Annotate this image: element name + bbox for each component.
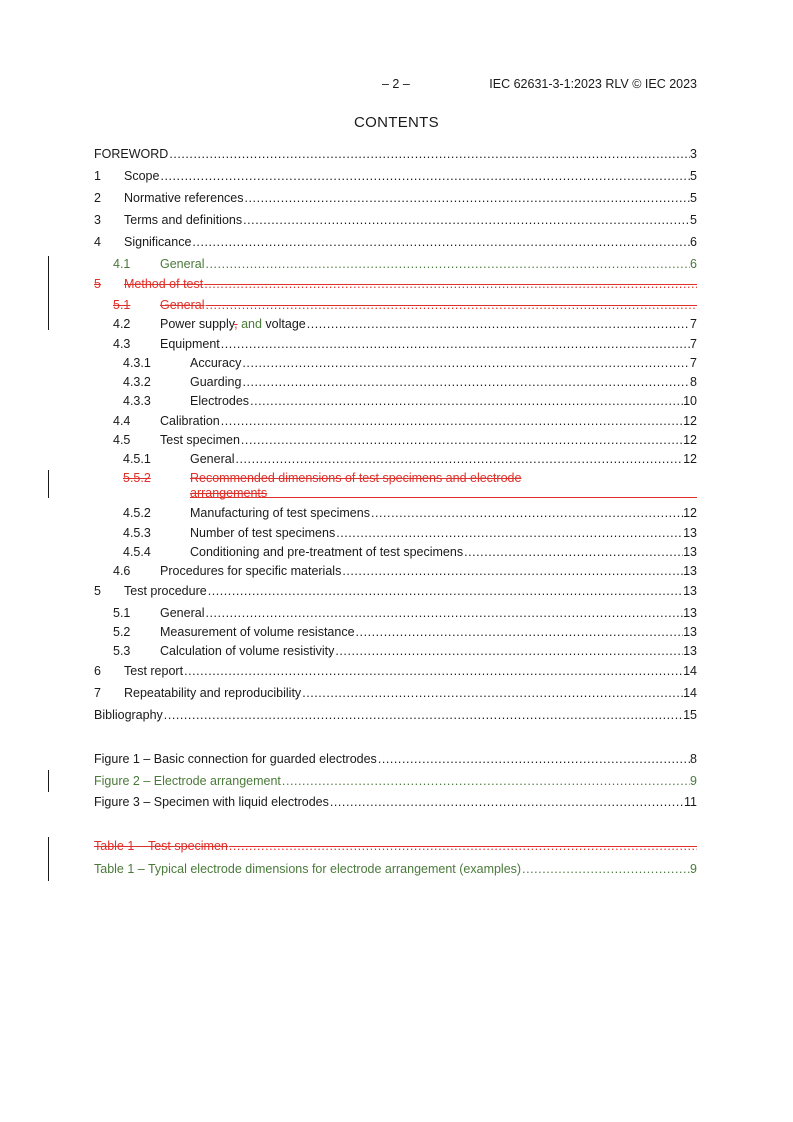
inserted-and: and — [237, 317, 262, 331]
table-entry-test-specimen-deleted[interactable]: Table 1 – Test specimen ..... — [94, 838, 697, 854]
page-header — [94, 76, 697, 92]
change-bar — [48, 256, 49, 330]
toc-entry-calibration[interactable]: 4.4 Calibration ..... 12 — [94, 413, 697, 429]
toc-entry-foreword[interactable]: FOREWORD ..... 3 — [94, 146, 697, 162]
toc-entry-test-report[interactable]: 6 Test report ..... 14 — [94, 663, 697, 679]
figure-entry-2-inserted[interactable]: Figure 2 – Electrode arrangement ..... 9 — [94, 773, 697, 789]
toc-entry-4-5-1-general[interactable]: 4.5.1 General ..... 12 — [94, 451, 697, 467]
toc-entry-bibliography[interactable]: Bibliography ..... 15 — [94, 707, 697, 723]
toc-entry-measurement[interactable]: 5.2 Measurement of volume resistance ..... 13 — [94, 624, 697, 640]
toc-entry-normative-references[interactable]: 2 Normative references ..... 5 — [94, 190, 697, 206]
document-id: IEC 62631-3-1:2023 RLV © IEC 2023 — [489, 77, 697, 91]
contents-title: CONTENTS — [354, 114, 439, 131]
toc-entry-repeatability[interactable]: 7 Repeatability and reproducibility ..... 14 — [94, 685, 697, 701]
toc-entry-electrodes[interactable]: 4.3.3 Electrodes ..... 10 — [94, 393, 697, 409]
toc-entry-number-of-specimens[interactable]: 4.5.3 Number of test specimens ..... 13 — [94, 525, 697, 541]
table-entry-electrode-dimensions-inserted[interactable]: Table 1 – Typical electrode dimensions for electrode arrangement (examples) ..... 9 — [94, 861, 697, 877]
toc-entry-5-1-general-deleted[interactable]: 5.1 General ..... — [94, 297, 697, 313]
toc-entry-scope[interactable]: 1 Scope ..... 5 — [94, 168, 697, 184]
toc-entry-procedures[interactable]: 4.6 Procedures for specific materials ..... 13 — [94, 563, 697, 579]
toc-entry-accuracy[interactable]: 4.3.1 Accuracy ..... 7 — [94, 355, 697, 371]
toc-entry-equipment[interactable]: 4.3 Equipment ..... 7 — [94, 336, 697, 352]
deleted-comma: , — [234, 317, 238, 331]
page-number: – 2 – — [382, 77, 410, 91]
toc-entry-test-procedure[interactable]: 5 Test procedure ..... 13 — [94, 583, 697, 599]
toc-entry-calculation[interactable]: 5.3 Calculation of volume resistivity ..... 13 — [94, 643, 697, 659]
toc-entry-test-specimen[interactable]: 4.5 Test specimen ..... 12 — [94, 432, 697, 448]
toc-entry-method-of-test-deleted[interactable]: 5 Method of test ..... — [94, 276, 697, 292]
toc-entry-4-1-general-inserted[interactable]: 4.1 General ..... 6 — [94, 256, 697, 272]
toc-entry-5-1-general[interactable]: 5.1 General ..... 13 — [94, 605, 697, 621]
toc-entry-guarding[interactable]: 4.3.2 Guarding ..... 8 — [94, 374, 697, 390]
toc-entry-power-supply-voltage[interactable]: 4.2 Power supply, and voltage ..... 7 — [94, 316, 697, 332]
toc-entry-recommended-dimensions-deleted[interactable]: 5.5.2 Recommended dimensions of test specimens and electrode arrangements — [94, 471, 697, 501]
change-bar — [48, 770, 49, 792]
change-bar — [48, 470, 49, 498]
toc-entry-conditioning[interactable]: 4.5.4 Conditioning and pre-treatment of test specimens ..... 13 — [94, 544, 697, 560]
toc-entry-terms-definitions[interactable]: 3 Terms and definitions ..... 5 — [94, 212, 697, 228]
toc-entry-significance[interactable]: 4 Significance ..... 6 — [94, 234, 697, 250]
figure-entry-1[interactable]: Figure 1 – Basic connection for guarded electrodes ..... 8 — [94, 751, 697, 767]
toc-entry-manufacturing[interactable]: 4.5.2 Manufacturing of test specimens ..... 12 — [94, 505, 697, 521]
figure-entry-3[interactable]: Figure 3 – Specimen with liquid electrodes ..... 11 — [94, 794, 697, 810]
change-bar — [48, 837, 49, 881]
